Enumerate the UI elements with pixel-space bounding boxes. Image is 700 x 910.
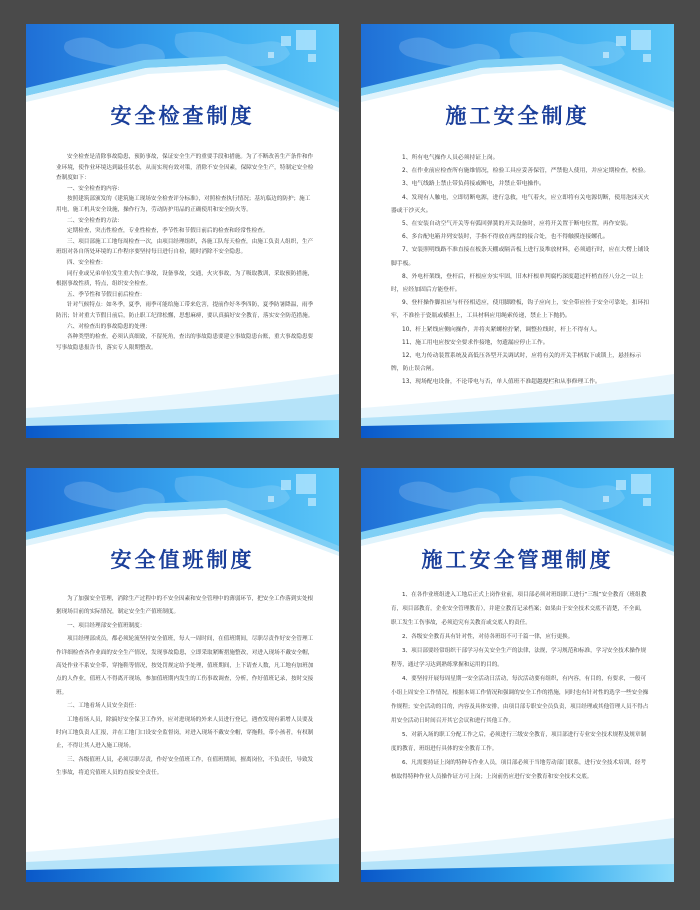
paragraph: 六、对检查出的事故隐患的处理： [67, 323, 151, 330]
paragraph: 2、各级安全教育具有针对性，对待各班组不可千篇一律，应行更换。 [402, 634, 574, 640]
paragraph: 为了加强安全管理，消除生产过程中的不安全因素和安全管理中的薄弱环节，把安全工作落到实处根据现场目前的实际情况，制定安全生产值班制度。 [56, 596, 314, 616]
paragraph: 按照建筑部颁发的《建筑施工现场安全检查评分标准》，对照检查执行情况；基坑临边的防护；施工用电，施工机具安全设施，操作行为，劳动防护用品的正确使用和安全防火等。 [56, 196, 311, 213]
paragraph: 一、安全检查的内容： [67, 185, 123, 192]
poster-safety-inspection [26, 24, 339, 438]
paragraph: 3、项目部要经常组织干部学习有关安全生产的法律，法规，学习规范和标准，学习安全技术操作规程等，通过学习达到熟练掌握和运用的目的。 [391, 648, 647, 668]
footer-wave [361, 812, 674, 882]
poster-body [56, 152, 315, 353]
paragraph: 五、季节性和节假日前后检查： [67, 291, 146, 298]
footer-wave [26, 368, 339, 438]
paragraph: 6、多台配电箱并列安装时，手指不得放在两盘的接合处，也不得触摸连接螺孔。 [402, 234, 609, 241]
paragraph: 三、各级值班人员，必须尽职尽责，作好安全值班工作，在值班期间，擅离岗位，不负责任，导致发生事故，将追究值班人员的直接安全责任。 [56, 756, 314, 777]
paragraph: 13、现场配电设备，不论带电与否，单人值班不准超越提栏和从事修理工作。 [402, 379, 601, 386]
paragraph: 5、对新入场的职工分配工作之后，必须进行三级安全教育，项目部进行专业安全技术规程及规章制度的教育，班组进行具体的安全教育工作。 [391, 732, 647, 752]
poster-body [391, 588, 650, 784]
paragraph: 一、项目经理部安全值班制度： [67, 622, 146, 629]
paragraph: 三、项目部施工工地每周检查一次，由项目经理组织，各施工队每天检查，由施工负责人组织，生产班组对各自所处环境的工作程序要坚持每日进行自检，随时消除不安全隐患。 [56, 238, 314, 256]
paragraph: 1、在各作业班组进入工地后正式上岗作业前，项目部必须对班组职工进行“三级”安全教育（班组教育，项目部教育，企业安全管理教育），并建立教育记录档案；如果由于安全技术交底不清楚，不全面，职工发生工伤事故，必须追究有关教育或交底人的责任。 [391, 592, 647, 626]
footer-wave [26, 812, 339, 882]
poster-safety-duty [26, 468, 339, 882]
paragraph: 4、要坚持开展每周星期一安全活动日活动，每次活动要有组织，有内容，有目的，有要求，一般可小组上周安全工作情况，根据本周工作情况和强调的安全工作的措施，同时也有针对性的选学一些安全操作规程；安全活动的目的，内容及具体安排，由项目部专职安全员负责，项目经理或其他管理人员不得占用安全活动日时间召开其它会议和进行其他工作。 [391, 676, 649, 724]
paragraph: 6、凡需要持证上岗的特种专作业人员，项目部必须于当地劳动部门联系，进行安全技术培训，经考核取得特种作业人员操作证方可上岗；上岗前仍应进行安全教育和安全技术交底。 [391, 760, 647, 780]
paragraph: 12、电力传动装置系统及高低压各型开关调试时，应将有关的开关手柄取下或锁上，悬挂标示牌，防止误合闸。 [391, 353, 642, 373]
poster-body [391, 152, 650, 390]
poster-title: 安全值班制度 [110, 548, 255, 572]
paragraph: 安全检查是清除事故隐患，预防事故，保证安全生产的重要手段和措施。为了不断改善生产条件和作业环境，使作业环境达到最佳状态，从而实现有效对策，消除不安全因素，保障安全生产，特制定安全检查制度如下： [56, 154, 314, 182]
poster-title: 安全检查制度 [110, 104, 255, 128]
poster-title: 施工安全管理制度 [421, 548, 614, 572]
paragraph: 各种类型的检查，必须认真细致，不留死角，查出的事故隐患要建立事故隐患台账，重大事故隐患要写事故隐患报告书，落实专人限期整改。 [56, 334, 314, 351]
footer-wave [361, 368, 674, 438]
paragraph: 同行业或兄弟单位发生重大伤亡事故，设备事故，交通，火灾事故，为了吸取教训，采取预防措施，根据事故性质，特点，组织安全检查。 [56, 270, 314, 288]
paragraph: 3、电气线路上禁止带负荷接或断电，并禁止带电操作。 [402, 181, 545, 188]
paragraph: 8、外电杆架线，登杆后，杆根应夯实牢固，旧木杆根单判腐朽深度超过杆梢直径八分之一以上时，应经加固后方能登杆。 [391, 273, 644, 294]
paragraph: 项目经理部成员，都必须轮流坚持安全值班，每人一周时间，在值班期间，尽职尽责作好安全管理工作详细检查各作业面的安全生产情况，发现事故隐患，立即采取紧断措施整改，对进入现场不戴安全帽，高处作业不系安全带，穿拖鞋等情况，按处罚规定给予处理，值班期间，上下请查人数，凡工地有加班加点的人作业，值班人不得离开现场，参加值班期内发生的工伤事故调查，分析，作好值班记录，按时交接班。 [56, 636, 314, 696]
paragraph: 二、安全检查的方法： [67, 217, 123, 224]
poster-construction-safety [361, 24, 674, 438]
paragraph: 定期检查，突击性检查，专业性检查，季节性和节假日前后的检查和经常性检查。 [67, 228, 269, 235]
paragraph: 7、安装照明线路不准直接在板条天棚或隔音板上进行及堆放材料，必须通行时，应在大楞上铺设脚手板。 [391, 247, 650, 267]
paragraph: 2、在作业前应检查所有施维情况，检验工具应妥善保管，严禁他人使用，并应定期检查，校验。 [402, 168, 650, 175]
paragraph: 4、发现有人触电，立即切断电源，进行急救，电气着火，应立即将有关电源切断，使用泡沫灭火器或干沙灭火。 [391, 194, 650, 214]
poster-construction-safety-management [361, 468, 674, 882]
paragraph: 11、施工用电应按安全要求作接地，勿遗漏应停止工作。 [402, 339, 549, 346]
paragraph: 1、所有电气操作人员必须持证上岗。 [402, 155, 499, 161]
paragraph: 9、登杆操作脚扣应与杆径相适应，使用脚蹬板，钩子应向上，安全带应拴于安全可靠处，扣环扣牢，不准拴于瓷瓶或横担上，工具材料应用绳索传递，禁止上下抛扔。 [391, 300, 650, 320]
paragraph: 10、杆上紧线应侧向操作，并将夹紧螺栓拧紧，调整拉线时，杆上不得有人。 [402, 326, 601, 333]
poster-body [56, 593, 315, 781]
paragraph: 工地看场人员，除搞好安全保卫工作外，应对进现场的外来人员进行登记，遇查发现有新增人员要及时向工地负责人汇报，并在工地门口设安全监督岗，对进入现场不戴安全帽，穿拖鞋，带小孩者，有权制止，不得让其人进入施工现场。 [56, 716, 314, 750]
paragraph: 5、在安装自动空气开关等有弧回弹簧的开关设备时，应将开关置于断电位置，再作安装。 [402, 221, 632, 228]
paragraph: 二、工地看场人员安全责任： [67, 703, 140, 710]
paragraph: 四、安全检查： [67, 259, 107, 266]
poster-title: 施工安全制度 [445, 104, 590, 128]
paragraph: 针对气候特点：如冬季，夏季，雨季可能给施工带来危害，提前作好冬季四防，夏季防暑降温，雨季防汛；针对重大节假日前后，防止职工纪律松懈，思想麻痹，要认真搞好安全教育，落实安全防范措施。 [56, 302, 314, 319]
